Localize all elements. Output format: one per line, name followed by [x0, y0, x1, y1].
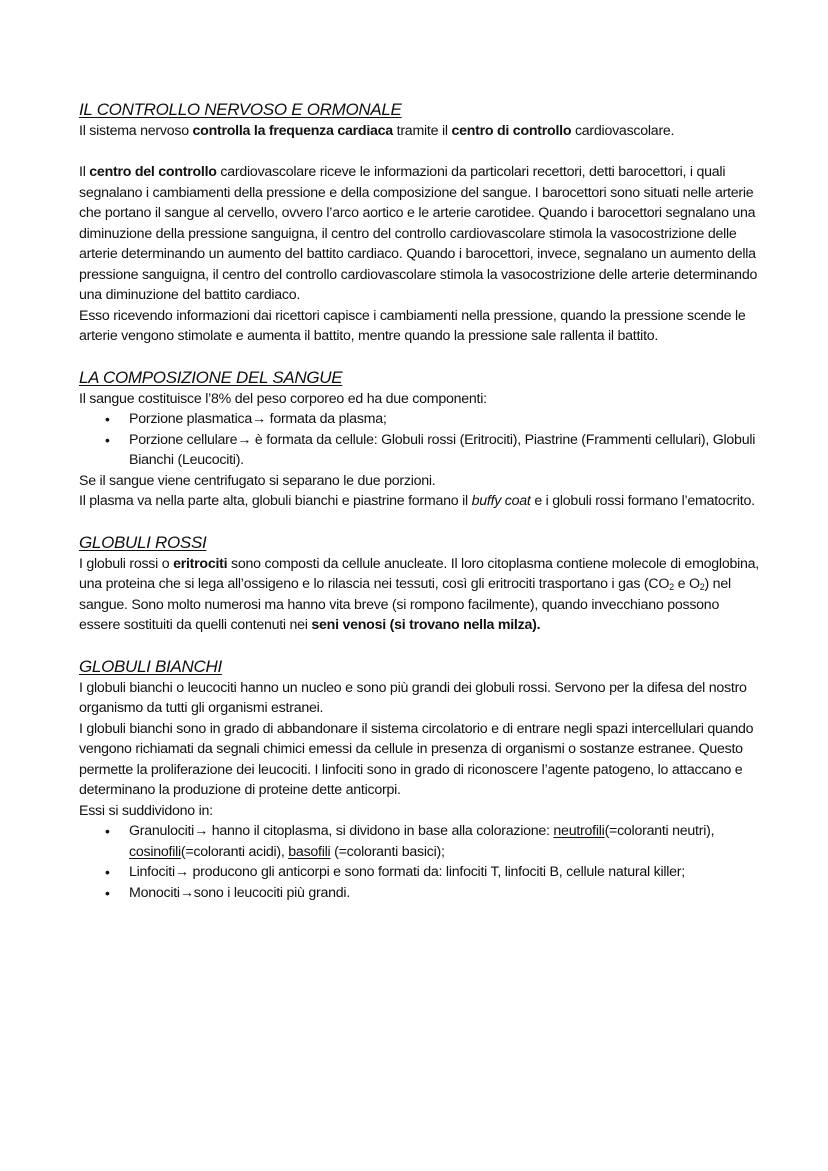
bold-text: seni venosi (si trovano nella milza). — [311, 617, 541, 633]
spacer — [79, 636, 759, 656]
list-item — [79, 430, 759, 471]
section-heading: GLOBULI ROSSI — [79, 532, 207, 552]
section-globuli-rossi — [79, 532, 759, 636]
text: Granulociti→ hanno il citoplasma, si dividono in base alla colorazione: — [129, 823, 554, 839]
text: Il plasma va nella parte alta, globuli bianchi e piastrine formano il — [79, 493, 472, 509]
paragraph — [79, 491, 759, 512]
section-heading: IL CONTROLLO NERVOSO E ORMONALE — [79, 100, 402, 119]
text: Il — [79, 164, 90, 180]
bold-text: centro del controllo — [89, 164, 217, 180]
text: (=coloranti neutri), — [604, 823, 715, 839]
bullet-icon: • — [105, 864, 110, 880]
paragraph — [79, 121, 759, 142]
paragraph — [79, 554, 759, 636]
paragraph: Esso ricevendo informazioni dai ricettori capisce i cambiamenti nella pressione, quando la pressione scende le arterie vengono stimolate e aumenta il battito, mentre quando la pressione sale rallenta il battito. — [79, 307, 746, 344]
paragraph: I globuli bianchi o leucociti hanno un nucleo e sono più grandi dei globuli rossi. Servono per la difesa del nostro organismo da tutti gli organismi estranei. — [79, 679, 747, 716]
underlined-text: basofili — [288, 843, 331, 860]
spacer — [79, 512, 759, 532]
text: ) nel sangue. Sono molto numerosi ma hanno vita breve (si rompono facilmente), quando invecchiano possono essere sostituiti da quelli contenuti nei — [79, 576, 731, 633]
text: cardiovascolare. — [571, 123, 675, 139]
subscript: 2 — [699, 582, 705, 592]
bold-text: controlla la frequenza cardiaca — [192, 123, 393, 139]
text: tramite il — [392, 123, 452, 139]
bold-text: eritrociti — [173, 555, 228, 572]
text: I globuli rossi o — [79, 555, 174, 572]
paragraph: Essi si suddividono in: — [79, 802, 213, 819]
bold-text: centro di controllo — [451, 123, 572, 139]
document-page — [79, 99, 759, 903]
list-item-granulociti — [79, 821, 759, 862]
bullet-icon: • — [105, 411, 110, 427]
text: sono composti da cellule anucleate. Il loro citoplasma contiene molecole di emoglobina, una proteina che si lega all’ossigeno e lo rilascia nei tessuti, così gli eritrociti trasportano i gas (CO — [79, 555, 759, 592]
section-controllo-nervoso — [79, 99, 759, 347]
section-heading: LA COMPOSIZIONE DEL SANGUE — [79, 367, 343, 387]
section-composizione-sangue — [79, 367, 759, 512]
list-item-monociti — [79, 883, 759, 904]
text: cardiovascolare riceve le informazioni da particolari recettori, detti barocettori, i quali segnalano i cambiamenti della pressione e della composizione del sangue. I barocettori sono situati nelle arterie che portano il sangue al cervello, ovvero l’arco aortico e le arterie carotidee. Quando i barocettori segnalano una diminuzione della pressione sanguigna, il centro del controllo cardiovascolare stimola la vasocostrizione delle arterie determinando un aumento del battito cardiaco. Quando i barocettori, invece, segnalano un aumento della pressione sanguigna, il centro del controllo cardiovascolare stimola la vasocostrizione delle arterie determinando una diminuzione del battito cardiaco. — [79, 164, 758, 303]
spacer — [79, 142, 759, 163]
underlined-text: cosinofili — [129, 843, 181, 860]
list-item — [79, 409, 759, 430]
bullet-list — [79, 409, 759, 471]
paragraph: Se il sangue viene centrifugato si separano le due porzioni. — [79, 472, 436, 489]
list-item-text: Linfociti→ producono gli anticorpi e sono formati da: linfociti T, linfociti B, cellule natural killer; — [129, 864, 685, 880]
text: Il sistema nervoso — [79, 123, 193, 139]
spacer — [79, 347, 759, 367]
list-item-text: Porzione cellulare→ è formata da cellule: Globuli rossi (Eritrociti), Piastrine (Frammenti cellulari), Globuli Bianchi (Leucociti). — [129, 431, 756, 468]
italic-text: buffy coat — [471, 493, 531, 509]
subscript: 2 — [669, 582, 674, 592]
underlined-text: neutrofili — [553, 823, 605, 839]
text: (=coloranti acidi), — [180, 843, 289, 860]
text: (=coloranti basici); — [330, 843, 445, 860]
bullet-icon: • — [105, 823, 110, 839]
bullet-list — [79, 821, 759, 903]
text: e O — [673, 576, 700, 592]
section-globuli-bianchi — [79, 656, 759, 904]
list-item-text: Monociti→sono i leucociti più grandi. — [129, 884, 351, 901]
section-heading: GLOBULI BIANCHI — [79, 656, 222, 676]
paragraph — [79, 162, 759, 306]
text: e i globuli rossi formano l’ematocrito. — [530, 493, 755, 509]
list-item-linfociti — [79, 862, 759, 883]
bullet-icon: • — [105, 431, 110, 448]
paragraph: I globuli bianchi sono in grado di abbandonare il sistema circolatorio e di entrare negli spazi intercellulari quando vengono richiamati da segnali chimici emessi da cellule in presenza di organismi o sostanze estranee. Questo permette la proliferazione dei leucociti. I linfociti sono in grado di riconoscere l’agente patogeno, lo attaccano e determinano la produzione di proteine dette anticorpi. — [79, 720, 754, 798]
list-item-text: Porzione plasmatica→ formata da plasma; — [129, 411, 387, 427]
paragraph: Il sangue costituisce l’8% del peso corporeo ed ha due componenti: — [79, 390, 487, 407]
bullet-icon: • — [105, 884, 110, 901]
